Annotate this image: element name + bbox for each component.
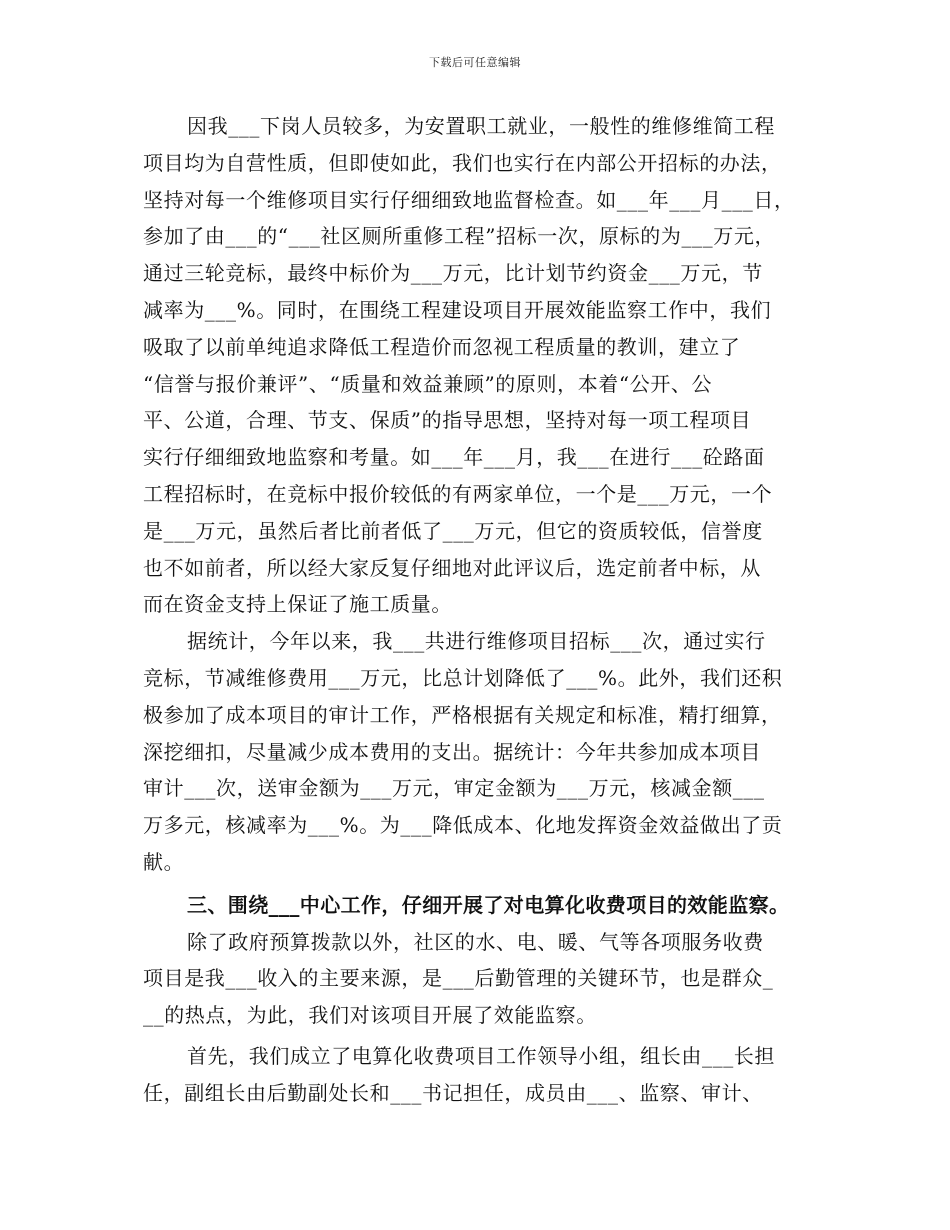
text-line: 竞标，节减维修费用___万元，比总计划降低了___%。此外，我们还积 bbox=[143, 665, 783, 690]
text-line: 因我___下岗人员较多，为安置职工就业，一般性的维修维简工程 bbox=[187, 114, 775, 138]
text-line: 平、公道，合理、节支、保质”的指导思想，坚持对每一项工程项目 bbox=[143, 408, 752, 433]
text-line: 极参加了成本项目的审计工作，严格根据有关规定和标准，精打细算， bbox=[143, 702, 782, 727]
paragraph bbox=[143, 623, 827, 881]
text-line: 深挖细扣，尽量减少成本费用的支出。据统计：今年共参加成本项目 bbox=[143, 739, 761, 764]
page-header: 下载后可任意编辑 bbox=[429, 56, 521, 69]
text-line: 首先，我们成立了电算化收费项目工作领导小组，组长由___长担 bbox=[187, 1043, 775, 1068]
text-line: 万多元，核减率为___%。为___降低成本、化地发挥资金效益做出了贡 bbox=[143, 813, 783, 838]
text-line: 据统计，今年以来，我___共进行维修项目招标___次，通过实行 bbox=[187, 629, 766, 654]
text-line: 通过三轮竞标，最终中标价为___万元，比计划节约资金___万元，节 bbox=[143, 261, 763, 286]
text-line: 任，副组长由后勤副处长和___书记担任，成员由___、监察、审计、 bbox=[143, 1080, 763, 1105]
text-line: 坚持对每一个维修项目实行仔细细致地监督检查。如___年___月___日， bbox=[143, 187, 795, 212]
document-body bbox=[143, 108, 827, 1112]
paragraph bbox=[143, 1038, 827, 1112]
text-line: 减率为___%。同时，在围绕工程建设项目开展效能监察工作中，我们 bbox=[143, 297, 772, 322]
text-line: 除了政府预算拨款以外，社区的水、电、暖、气等各项服务收费 bbox=[187, 929, 764, 954]
text-line: 而在资金支持上保证了施工质量。 bbox=[143, 592, 452, 617]
text-line: 也不如前者，所以经大家反复仔细地对此评议后，选定前者中标，从 bbox=[143, 555, 761, 580]
section-heading: 三、围绕___中心工作，仔细开展了对电算化收费项目的效能监察。 bbox=[187, 892, 790, 917]
text-line: 实行仔细细致地监察和考量。如___年___月，我___在进行___砼路面 bbox=[143, 445, 765, 470]
text-line: __的热点，为此，我们对该项目开展了效能监察。 bbox=[143, 1003, 597, 1028]
text-line: “信誉与报价兼评”、“质量和效益兼顾”的原则，本着“公开、公 bbox=[143, 371, 713, 396]
text-line: 是___万元，虽然后者比前者低了___万元，但它的资质较低，信誉度 bbox=[143, 518, 763, 543]
paragraph bbox=[143, 924, 827, 1034]
paragraph bbox=[143, 108, 827, 623]
text-line: 吸取了以前单纯追求降低工程造价而忽视工程质量的教训，建立了 bbox=[143, 334, 741, 359]
text-line: 项目是我___收入的主要来源，是___后勤管理的关键环节，也是群众_ bbox=[143, 966, 774, 991]
text-line: 参加了由___的“___社区厕所重修工程”招标一次，原标的为___万元， bbox=[143, 224, 776, 249]
text-line: 献。 bbox=[143, 849, 185, 874]
text-line: 审计___次，送审金额为___万元，审定金额为___万元，核减金额___ bbox=[143, 776, 765, 801]
text-line: 工程招标时，在竞标中报价较低的有两家单位，一个是___万元，一个 bbox=[143, 481, 773, 506]
text-line: 项目均为自营性质，但即使如此，我们也实行在内部公开招标的办法， bbox=[143, 150, 782, 175]
